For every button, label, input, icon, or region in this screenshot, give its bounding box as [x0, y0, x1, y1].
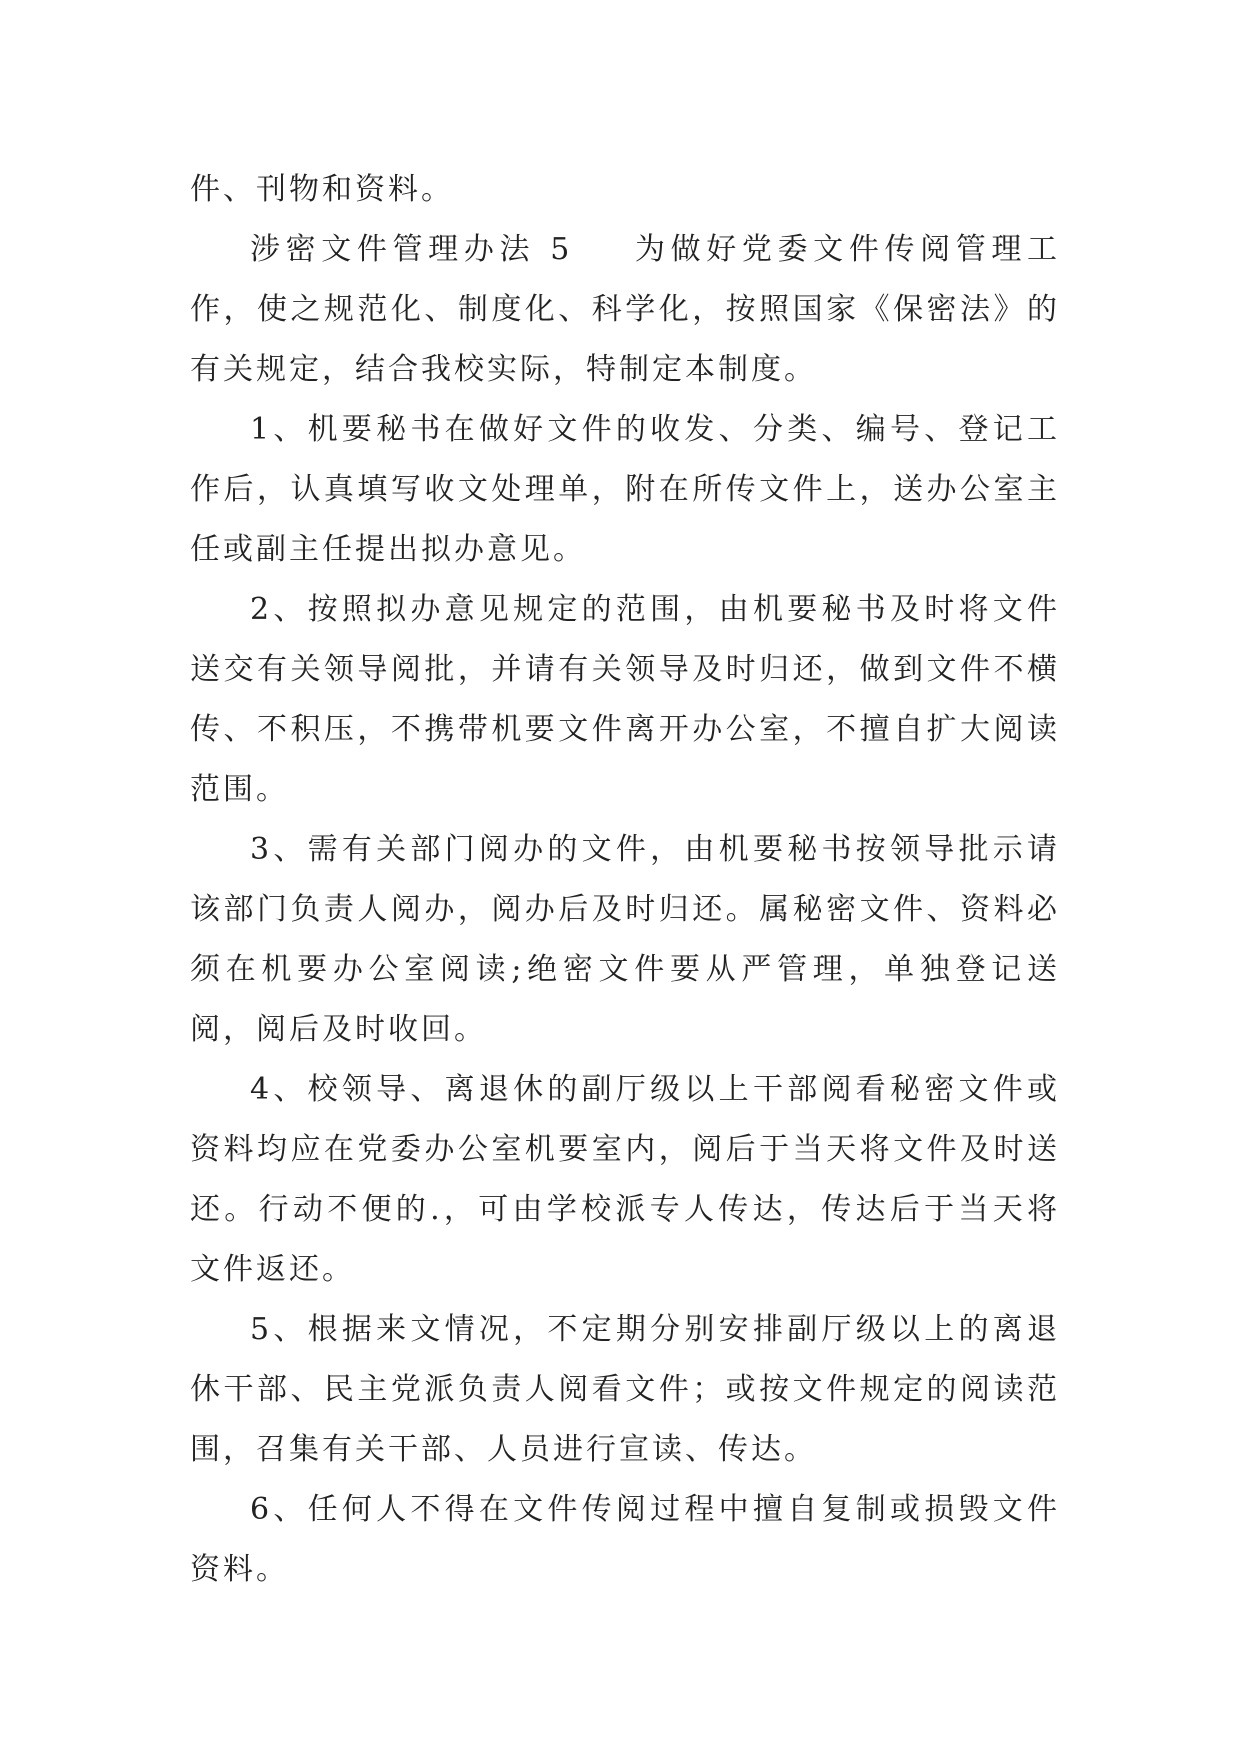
paragraph-text: 5、根据来文情况，不定期分别安排副厅级以上的离退休干部、民主党派负责人阅看文件；或按文件规定的阅读范围，召集有关干部、人员进行宣读、传达。	[190, 1312, 1060, 1467]
paragraph-text: 6、任何人不得在文件传阅过程中擅自复制或损毁文件资料。	[190, 1492, 1060, 1587]
document-body	[190, 160, 1060, 1600]
paragraph-item-1	[190, 400, 1060, 580]
paragraph-text: 为做好党委文件传阅管理工作，使之规范化、制度化、科学化，按照国家《保密法》的有关规定，结合我校实际，特制定本制度。	[190, 232, 1061, 387]
paragraph-text: 4、校领导、离退休的副厅级以上干部阅看秘密文件或资料均应在党委办公室机要室内，阅后于当天将文件及时送还。行动不便的.，可由学校派专人传达，传达后于当天将文件返还。	[190, 1072, 1060, 1287]
paragraph-text: 2、按照拟办意见规定的范围，由机要秘书及时将文件送交有关领导阅批，并请有关领导及时归还，做到文件不横传、不积压，不携带机要文件离开办公室，不擅自扩大阅读范围。	[190, 592, 1060, 807]
paragraph-item-4	[190, 1060, 1060, 1300]
paragraph-continuation	[190, 160, 1060, 220]
paragraph-intro	[190, 220, 1060, 400]
paragraph-text: 1、机要秘书在做好文件的收发、分类、编号、登记工作后，认真填写收文处理单，附在所传文件上，送办公室主任或副主任提出拟办意见。	[190, 412, 1060, 567]
paragraph-item-5	[190, 1300, 1060, 1480]
paragraph-item-2	[190, 580, 1060, 820]
paragraph-text: 件、刊物和资料。	[190, 172, 454, 207]
paragraph-text: 3、需有关部门阅办的文件，由机要秘书按领导批示请该部门负责人阅办，阅办后及时归还。属秘密文件、资料必须在机要办公室阅读;绝密文件要从严管理，单独登记送阅，阅后及时收回。	[190, 832, 1060, 1047]
section-heading: 涉密文件管理办法 5	[250, 232, 573, 267]
paragraph-item-3	[190, 820, 1060, 1060]
paragraph-item-6	[190, 1480, 1060, 1600]
